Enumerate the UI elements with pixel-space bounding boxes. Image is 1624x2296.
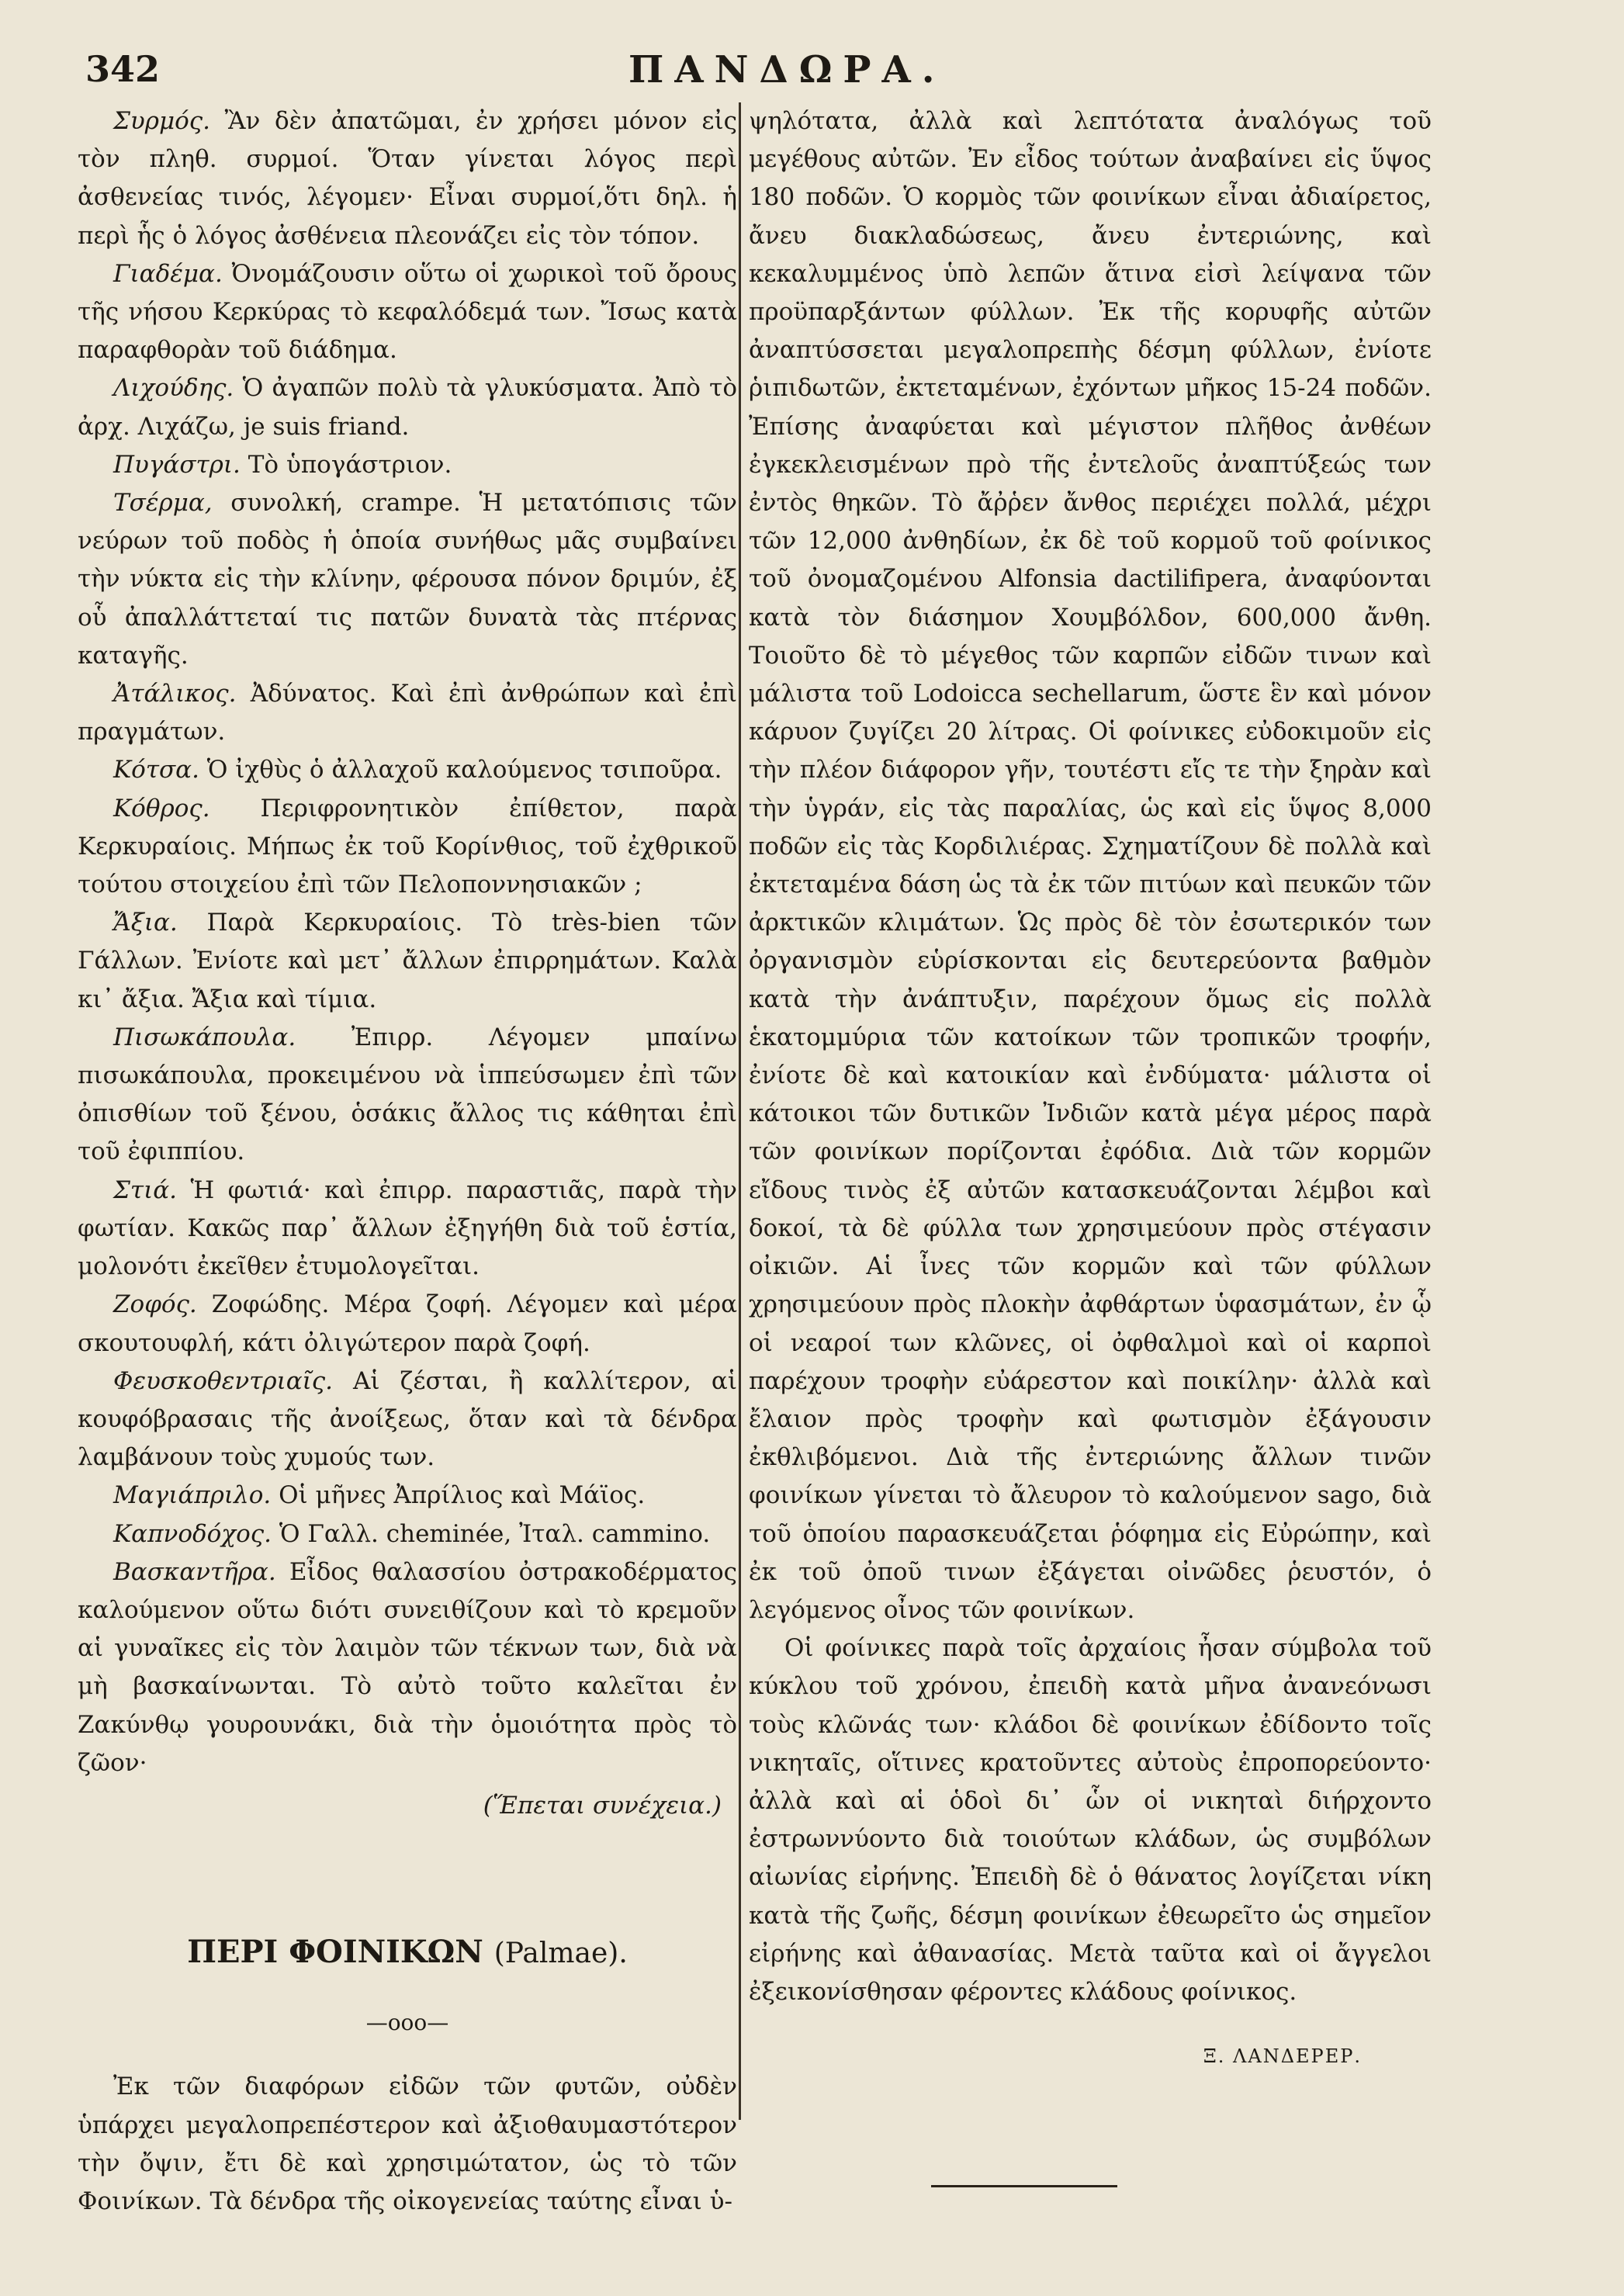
glossary-term: Στιά.	[113, 1176, 178, 1204]
end-rule	[931, 2185, 1117, 2187]
glossary-term: Βασκαντῆρα.	[113, 1557, 276, 1586]
glossary-entry	[78, 675, 737, 751]
glossary-term: Συρμός.	[113, 107, 211, 135]
glossary-definition: Τὸ ὑπογάστριον.	[240, 450, 452, 479]
glossary-term: Τσέρμα,	[113, 489, 213, 518]
glossary-definition: Ὁ ἀγαπῶν πολὺ τὰ γλυκύσματα. Ἀπὸ τὸ ἀρχ. Λιχάζω, je suis friand.	[78, 374, 737, 441]
glossary-entry	[78, 790, 737, 905]
glossary-entry	[78, 1553, 737, 1782]
glossary-definition: Ἐπιρρ. Λέγομεν μπαίνω πισωκάπουλα, προκειμένου νὰ ἱππεύσωμεν ἐπὶ τῶν ὀπισθίων τοῦ ξένου, ὁσάκις ἄλλος τις κάθηται ἐπὶ τοῦ ἐφιππίου.	[78, 1023, 737, 1166]
author-signature: Ξ. ΛΑΝΔΕΡΕΡ.	[1203, 2045, 1362, 2068]
column-divider	[739, 102, 741, 2120]
glossary-entry	[78, 1477, 737, 1515]
glossary-term: Μαγιάπριλο.	[113, 1481, 272, 1510]
glossary-definition: Παρὰ Κερκυραίοις. Τὸ très-bien τῶν Γάλλων. Ἐνίοτε καὶ μετ᾽ ἄλλων ἐπιρρημάτων. Καλὰ κι᾽ ἄξια. Ἄξια καὶ τίμια.	[78, 909, 737, 1013]
article-paragraph-2: Οἱ φοίνικες παρὰ τοῖς ἀρχαίοις ἦσαν σύμβολα τοῦ κύκλου τοῦ χρόνου, ἐπειδὴ κατὰ μῆνα ἀνανεόνωσι τοὺς κλῶνάς των· κλάδοι δὲ φοινίκων ἐδίδοντο τοῖς νικηταῖς, οἵτινες κρατοῦντες αὐτοὺς ἐπροπορεύοντο· ἀλλὰ καὶ αἱ ὁδοὶ δι᾽ ὧν οἱ νικηταὶ διήρχοντο ἐστρωννύοντο διὰ τοιούτων κλάδων, ὡς συμβόλων αἰωνίας εἰρήνης. Ἐπειδὴ δὲ ὁ θάνατος λογίζεται νίκη κατὰ τῆς ζωῆς, δέσμη φοινίκων ἐθεωρεῖτο ὡς σημεῖον εἰρήνης καὶ ἀθανασίας. Μετὰ ταῦτα καὶ οἱ ἄγγελοι ἐξεικονίσθησαν φέροντες κλάδους φοίνικος.	[749, 1634, 1432, 2006]
glossary-entry	[78, 1363, 737, 1477]
article-title-latin: (Palmae).	[493, 1938, 628, 1970]
article-separator: —ooo—	[365, 2010, 449, 2036]
glossary-term: Καπνοδόχος.	[113, 1519, 272, 1548]
journal-title: ΠΑΝΔΩΡΑ.	[628, 48, 946, 92]
glossary-definition: Οἱ μῆνες Ἀπρίλιος καὶ Μάϊος.	[271, 1481, 646, 1510]
glossary-term: Πυγάστρι.	[113, 450, 241, 479]
article-title	[78, 1931, 737, 1976]
page-number: 342	[85, 48, 161, 90]
glossary-term: Γιαδέμα.	[113, 259, 223, 288]
glossary-entries	[78, 102, 737, 1782]
article-opening: Ἐκ τῶν διαφόρων εἰδῶν τῶν φυτῶν, οὐδὲν ὑπάρχει μεγαλοπρεπέστερον καὶ ἀξιοθαυμαστότερον τὴν ὄψιν, ἔτι δὲ καὶ χρησιμώτατον, ὡς τὸ τῶν Φοινίκων. Τὰ δένδρα τῆς οἰκογενείας ταύτης εἶναι ὑ-	[78, 2073, 737, 2215]
glossary-term: Κότσα.	[113, 756, 199, 784]
glossary-definition: Αἱ ζέσται, ἢ καλλίτερον, αἱ κουφόβρασαις τῆς ἀνοίξεως, ὅταν καὶ τὰ δένδρα λαμβάνουν τοὺς χυμούς των.	[78, 1366, 737, 1472]
glossary-definition: συνολκή, crampe. Ἡ μετατόπισις τῶν νεύρων τοῦ ποδὸς ἡ ὁποία συνήθως μᾶς συμβαίνει τὴν νύκτα εἰς τὴν κλίνην, φέρουσα πόνον δριμύν, ἐξ οὗ ἀπαλλάττεταί τις πατῶν δυνατὰ τὰς πτέρνας καταγῆς.	[78, 489, 737, 670]
glossary-entry	[78, 1286, 737, 1362]
glossary-term: Ζοφός.	[113, 1290, 197, 1319]
page-header	[85, 48, 1544, 102]
glossary-entry	[78, 369, 737, 445]
glossary-term: Φευσκοθεντριαῖς.	[113, 1366, 334, 1395]
glossary-entry	[78, 751, 737, 789]
glossary-definition: Ὀνομάζουσιν οὕτω οἱ χωρικοὶ τοῦ ὄρους τῆς νήσου Κερκύρας τὸ κεφαλόδεμά των. Ἴσως κατὰ παραφθορὰν τοῦ διάδημα.	[78, 259, 737, 365]
glossary-entry	[78, 1019, 737, 1172]
glossary-entry	[78, 446, 737, 484]
glossary-entry	[78, 102, 737, 255]
glossary-definition: Ζοφώδης. Μέρα ζοφή. Λέγομεν καὶ μέρα σκουτουφλή, κάτι ὀλιγώτερον παρὰ ζοφή.	[78, 1290, 737, 1357]
glossary-definition: Ἀδύνατος. Καὶ ἐπὶ ἀνθρώπων καὶ ἐπὶ πραγμάτων.	[78, 680, 737, 746]
glossary-entry	[78, 1515, 737, 1553]
glossary-entry	[78, 1172, 737, 1287]
glossary-term: Λιχούδης.	[113, 374, 234, 403]
glossary-entry	[78, 484, 737, 675]
glossary-entry	[78, 255, 737, 370]
glossary-definition: Περιφρονητικὸν ἐπίθετον, παρὰ Κερκυραίοις. Μήπως ἐκ τοῦ Κορίνθιος, τοῦ ἐχθρικοῦ τούτου στοιχείου ἐπὶ τῶν Πελοποννησιακῶν ;	[78, 794, 737, 899]
glossary-term: Πισωκάπουλα.	[113, 1023, 296, 1051]
glossary-definition: Ἂν δὲν ἀπατῶμαι, ἐν χρήσει μόνον εἰς τὸν πληθ. συρμοί. Ὅταν γίνεται λόγος περὶ ἀσθενείας τινός, λέγομεν· Εἶναι συρμοί,ὅτι δηλ. ἡ περὶ ἧς ὁ λόγος ἀσθένεια πλεονάζει εἰς τὸν τόπον.	[78, 107, 737, 250]
continued-note: (Ἕπεται συνέχεια.)	[483, 1791, 722, 1820]
right-column	[749, 102, 1432, 2076]
left-column	[78, 102, 737, 2221]
glossary-definition: Ὁ ἰχθὺς ὁ ἀλλαχοῦ καλούμενος τσιποῦρα.	[199, 756, 722, 784]
article-paragraph-1: ψηλότατα, ἀλλὰ καὶ λεπτότατα ἀναλόγως τοῦ μεγέθους αὐτῶν. Ἐν εἶδος τούτων ἀναβαίνει εἰς ὕψος 180 ποδῶν. Ὁ κορμὸς τῶν φοινίκων εἶναι ἀδιαίρετος, ἄνευ διακλαδώσεως, ἄνευ ἐντεριώνης, καὶ κεκαλυμμένος ὑπὸ λεπῶν ἅτινα εἰσὶ λείψανα τῶν προϋπαρξάντων φύλλων. Ἐκ τῆς κορυφῆς αὐτῶν ἀναπτύσσεται μεγαλοπρεπὴς δέσμη φύλλων, ἐνίοτε ῥιπιδωτῶν, ἐκτεταμένων, ἐχόντων μῆκος 15-24 ποδῶν. Ἐπίσης ἀναφύεται καὶ μέγιστον πλῆθος ἀνθέων ἐγκεκλεισμένων πρὸ τῆς ἐντελοῦς ἀναπτύξεώς των ἐντὸς θηκῶν. Τὸ ἄῤῥεν ἄνθος περιέχει πολλά, μέχρι τῶν 12,000 ἀνθηδίων, ἐκ δὲ τοῦ κορμοῦ τοῦ φοίνικος τοῦ ὀνομαζομένου Alfonsia dactilifipera, ἀναφύονται κατὰ τὸν διάσημον Χουμβόλδον, 600,000 ἄνθη. Τοιοῦτο δὲ τὸ μέγεθος τῶν καρπῶν εἰδῶν τινων καὶ μάλιστα τοῦ Lodoicca sechellarum, ὥστε ἓν καὶ μόνον κάρυον ζυγίζει 20 λίτρας. Οἱ φοίνικες εὐδοκιμοῦν εἰς τὴν πλέον διάφορον γῆν, τουτέστι εἴς τε τὴν ξηρὰν καὶ τὴν ὑγράν, εἰς τὰς παραλίας, ὡς καὶ εἰς ὕψος 8,000 ποδῶν εἰς τὰς Κορδιλιέρας. Σχηματίζουν δὲ πολλὰ καὶ ἐκτεταμένα δάση ὡς τὰ ἐκ τῶν πιτύων καὶ πευκῶν τῶν ἀρκτικῶν κλιμάτων. Ὡς πρὸς δὲ τὸν ἐσωτερικόν των ὀργανισμὸν εὑρίσκονται εἰς δευτερεύοντα βαθμὸν κατὰ τὴν ἀνάπτυξιν, παρέχουν ὅμως εἰς πολλὰ ἑκατομμύρια τῶν κατοίκων τῶν τροπικῶν τροφήν, ἐνίοτε δὲ καὶ κατοικίαν καὶ ἐνδύματα· μάλιστα οἱ κάτοικοι τῶν δυτικῶν Ἰνδιῶν κατὰ μέγα μέρος παρὰ τῶν φοινίκων πορίζονται ἐφόδια. Διὰ τῶν κορμῶν εἴδους τινὸς ἐξ αὐτῶν κατασκευάζονται λέμβοι καὶ δοκοί, τὰ δὲ φύλλα των χρησιμεύουν πρὸς στέγασιν οἰκιῶν. Αἱ ἶνες τῶν κορμῶν καὶ τῶν φύλλων χρησιμεύουν πρὸς πλοκὴν ἀφθάρτων ὑφασμάτων, ἐν ᾧ οἱ νεαροί των κλῶνες, οἱ ὀφθαλμοὶ καὶ οἱ καρποὶ παρέχουν τροφὴν εὐάρεστον καὶ ποικίλην· ἀλλὰ καὶ ἔλαιον πρὸς τροφὴν καὶ φωτισμὸν ἐξάγουσιν ἐκθλιβόμενοι. Διὰ τῆς ἐντεριώνης ἄλλων τινῶν φοινίκων γίνεται τὸ ἄλευρον τὸ καλούμενον sago, διὰ τοῦ ὁποίου παρασκευάζεται ῥόφημα εἰς Εὐρώπην, καὶ ἐκ τοῦ ὀποῦ τινων ἐξάγεται οἰνῶδες ῥευστόν, ὁ λεγόμενος οἶνος τῶν φοινίκων.	[749, 107, 1432, 1624]
glossary-entry	[78, 904, 737, 1019]
glossary-definition: Ὁ Γαλλ. cheminée, Ἰταλ. cammino.	[271, 1519, 711, 1548]
glossary-term: Ἄξια.	[113, 909, 178, 937]
glossary-definition: Ἡ φωτιά· καὶ ἐπιρρ. παραστιᾶς, παρὰ τὴν φωτίαν. Κακῶς παρ᾽ ἄλλων ἐξηγήθη διὰ τοῦ ἑστία, μολονότι ἐκεῖθεν ἐτυμολογεῖται.	[78, 1176, 737, 1281]
glossary-term: Ἀτάλικος.	[113, 680, 237, 708]
glossary-definition: Εἶδος θαλασσίου ὀστρακοδέρματος καλούμενον οὕτω διότι συνειθίζουν καὶ τὸ κρεμοῦν αἱ γυναῖκες εἰς τὸν λαιμὸν τῶν τέκνων των, διὰ νὰ μὴ βασκαίνωνται. Τὸ αὐτὸ τοῦτο καλεῖται ἐν Ζακύνθῳ γουρουνάκι, διὰ τὴν ὁμοιότητα πρὸς τὸ ζῶον·	[78, 1557, 737, 1777]
article-title-greek: ΠΕΡΙ ΦΟΙΝΙΚΩΝ	[187, 1934, 483, 1971]
glossary-term: Κόθρος.	[113, 794, 210, 822]
